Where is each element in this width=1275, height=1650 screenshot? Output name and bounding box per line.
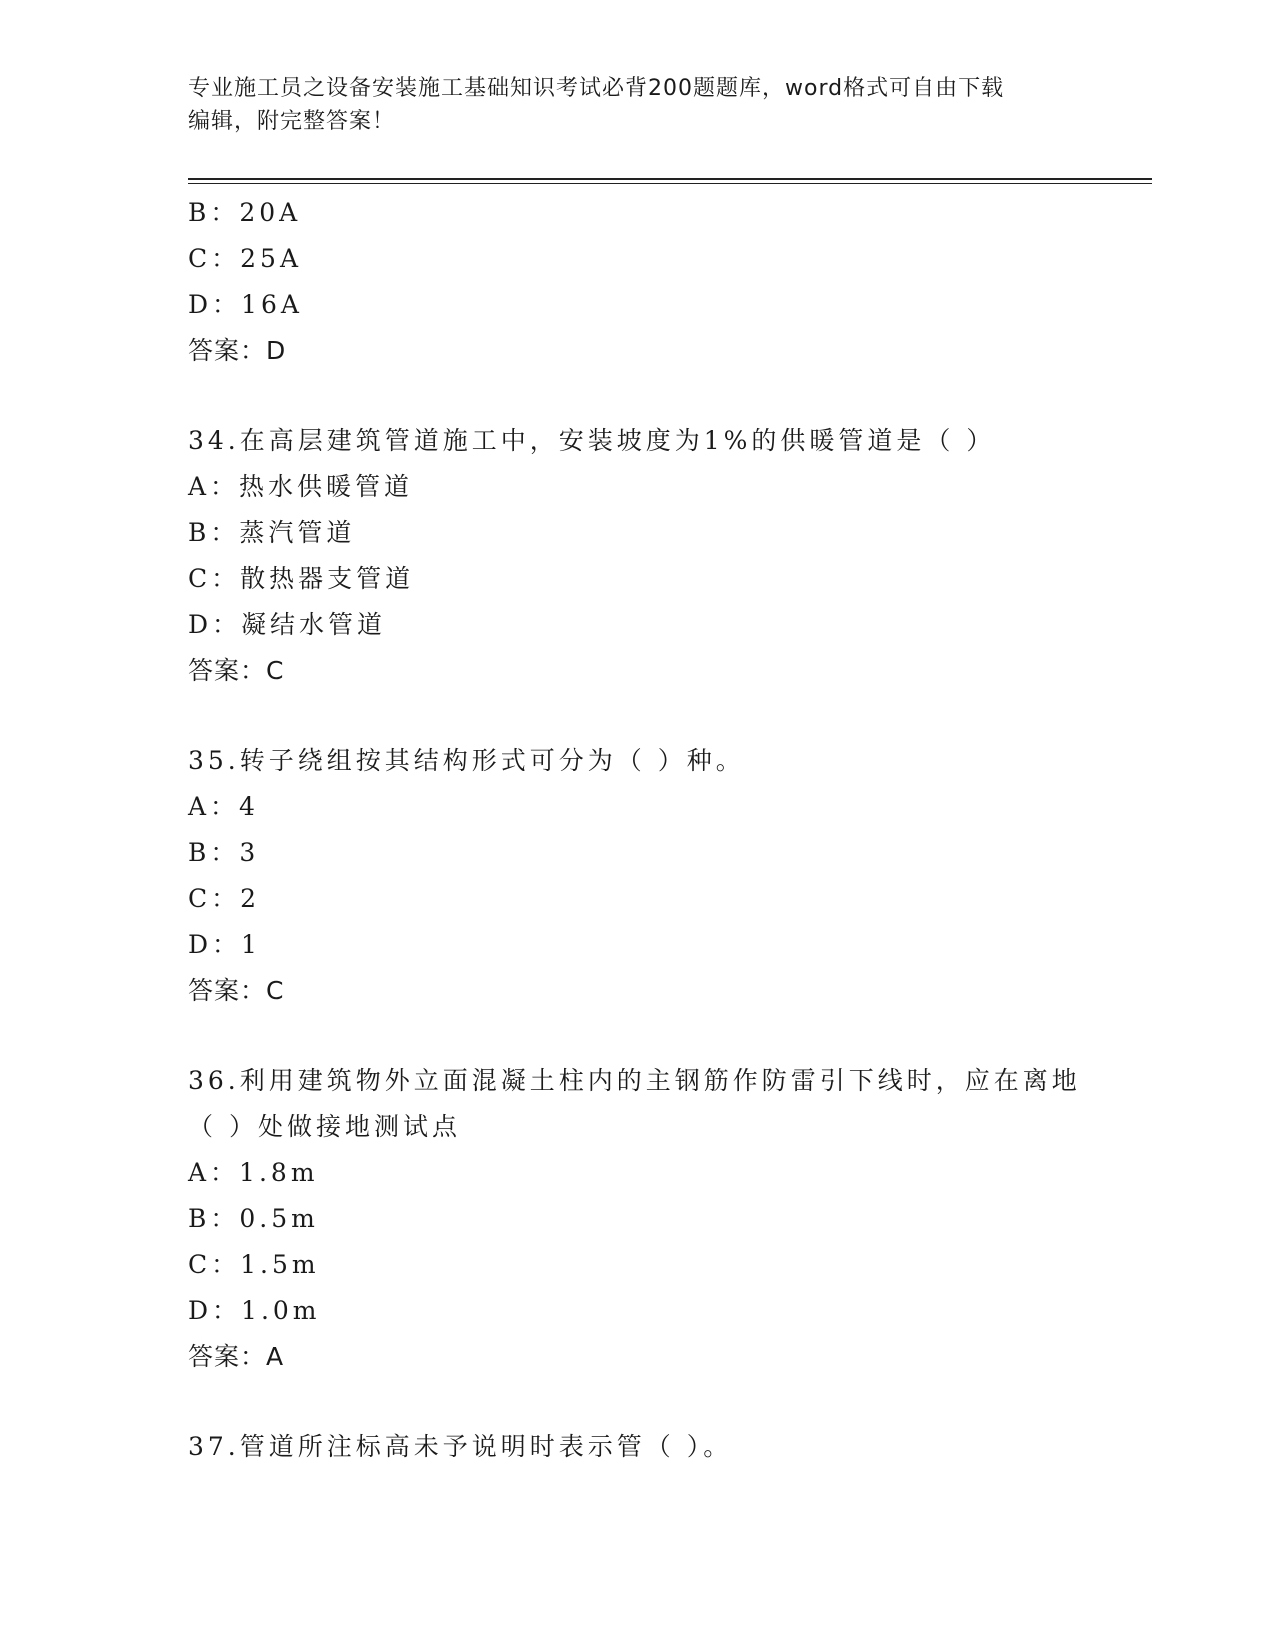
header-rule-thin: [188, 183, 1152, 184]
option-d: D：1.0m: [188, 1296, 321, 1325]
answer: 答案：C: [188, 976, 285, 1005]
option-c: C：25A: [188, 244, 302, 273]
option-a: A：热水供暖管道: [188, 472, 414, 501]
option-b: B：0.5m: [188, 1204, 319, 1233]
option-a: A：4: [188, 792, 259, 821]
header-line-1: 专业施工员之设备安装施工基础知识考试必背200题题库，word格式可自由下载: [188, 76, 1005, 101]
option-d: D：16A: [188, 290, 303, 319]
question-33: [188, 190, 1152, 374]
question-34: [188, 418, 1152, 694]
question-35: [188, 738, 1152, 1014]
option-b: B：蒸汽管道: [188, 518, 356, 547]
option-b: B：3: [188, 838, 260, 867]
option-d: D：1: [188, 930, 261, 959]
header-line-2: 编辑，附完整答案！: [188, 109, 396, 134]
option-c: C：2: [188, 884, 261, 913]
answer: 答案：D: [188, 336, 287, 365]
document-header: [188, 72, 1068, 138]
question-36: [188, 1058, 1152, 1380]
option-d: D：凝结水管道: [188, 610, 387, 639]
question-text: 34.在高层建筑管道施工中，安装坡度为1%的供暖管道是（ ）: [188, 426, 996, 455]
question-37: [188, 1424, 1152, 1470]
question-text: 35.转子绕组按其结构形式可分为（ ）种。: [188, 746, 745, 775]
question-text-line-1: 36.利用建筑物外立面混凝土柱内的主钢筋作防雷引下线时，应在离地: [188, 1066, 1081, 1095]
answer: 答案：C: [188, 656, 285, 685]
question-text-line-2: （ ）处做接地测试点: [188, 1112, 461, 1141]
header-rule-thick: [188, 178, 1152, 180]
option-c: C：散热器支管道: [188, 564, 415, 593]
option-b: B：20A: [188, 198, 302, 227]
option-c: C：1.5m: [188, 1250, 320, 1279]
answer: 答案：A: [188, 1342, 285, 1371]
question-text: 37.管道所注标高未予说明时表示管（ ）。: [188, 1432, 733, 1461]
question-list: [188, 190, 1152, 1470]
option-a: A：1.8m: [188, 1158, 319, 1187]
